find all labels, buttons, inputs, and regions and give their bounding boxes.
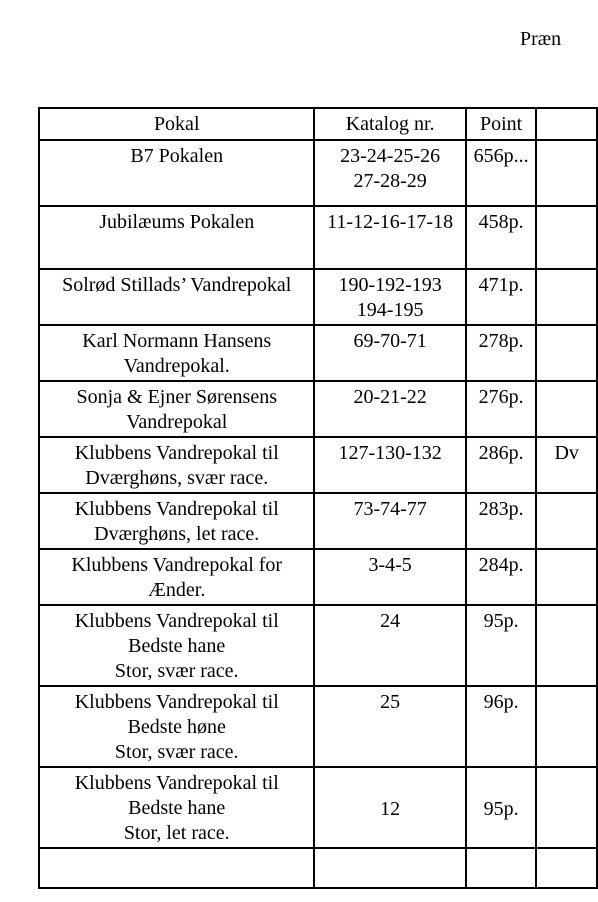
katalog-cell [314,686,465,767]
table-row [39,140,597,206]
table-header-row [39,108,597,140]
katalog-line: 3-4-5 [368,554,412,576]
pokal-line: Klubbens Vandrepokal til [74,498,279,520]
katalog-line: 127-130-132 [338,442,442,464]
pokal-line: Bedste hane [128,797,226,819]
katalog-line: 20-21-22 [353,386,427,408]
point-cell: 276p. [466,381,537,437]
pokal-cell [39,269,314,325]
pokal-line: Ænder. [148,579,206,601]
point-cell: 284p. [466,549,537,605]
table-row-partial [39,848,597,888]
pokal-line: Dværghøns, let race. [94,523,260,545]
column-header-pokal: Pokal [39,108,314,140]
katalog-line: 12 [380,797,401,820]
page-header-text: Præn [520,28,562,50]
pokal-cell [39,325,314,381]
extra-cell [536,381,597,437]
katalog-cell [314,767,465,848]
pokal-line: Stor, svær race. [114,741,239,763]
katalog-cell [314,549,465,605]
table-row [39,325,597,381]
pokal-cell [39,140,314,206]
pokal-line: Stor, let race. [123,822,230,844]
pokal-line: Jubilæums Pokalen [99,211,255,233]
awards-table [38,107,598,889]
pokal-line: Sonja & Ejner Sørensens [76,386,277,408]
table-row [39,549,597,605]
point-cell: 95p. [466,767,537,848]
pokal-cell [39,686,314,767]
pokal-line: Klubbens Vandrepokal til [74,691,279,713]
pokal-line: Karl Normann Hansens [82,330,272,352]
extra-cell [536,549,597,605]
pokal-cell [39,493,314,549]
pokal-line: Solrød Stillads’ Vandrepokal [62,274,292,296]
katalog-line: 190-192-193 [338,274,442,296]
pokal-cell [39,767,314,848]
extra-cell [536,848,597,888]
pokal-cell [39,206,314,269]
extra-cell [536,493,597,549]
pokal-line: Klubbens Vandrepokal for [71,554,283,576]
katalog-line: 194-195 [356,299,424,321]
pokal-line: Vandrepokal [126,411,228,433]
pokal-line: Stor, svær race. [114,660,239,682]
table-row [39,206,597,269]
column-header-katalog: Katalog nr. [314,108,465,140]
katalog-cell [314,206,465,269]
pokal-cell [39,605,314,686]
katalog-line: 25 [380,691,401,713]
katalog-cell [314,269,465,325]
point-cell [466,848,537,888]
pokal-line: Klubbens Vandrepokal til [74,610,279,632]
extra-cell [536,686,597,767]
table-row [39,493,597,549]
extra-cell: Dv [536,437,597,493]
table-row [39,686,597,767]
extra-cell [536,325,597,381]
extra-cell [536,269,597,325]
katalog-line: 27-28-29 [353,170,427,192]
pokal-line: Bedste hane [128,635,226,657]
pokal-cell [39,549,314,605]
table-row [39,605,597,686]
katalog-line: 24 [380,610,401,632]
table-row [39,381,597,437]
column-header-point: Point [466,108,537,140]
pokal-line: Bedste høne [127,716,226,738]
column-header-extra [536,108,597,140]
extra-cell [536,206,597,269]
katalog-cell [314,381,465,437]
pokal-line: Klubbens Vandrepokal til [74,442,279,464]
katalog-line: 69-70-71 [353,330,427,352]
pokal-line: Vandrepokal. [123,355,230,377]
point-cell: 286p. [466,437,537,493]
extra-cell [536,140,597,206]
point-cell: 471p. [466,269,537,325]
katalog-line: 73-74-77 [353,498,427,520]
point-cell: 278p. [466,325,537,381]
point-cell: 95p. [466,605,537,686]
katalog-cell [314,848,465,888]
pokal-cell [39,437,314,493]
pokal-cell [39,848,314,888]
table-row [39,269,597,325]
extra-cell [536,605,597,686]
pokal-line: Dværghøns, svær race. [85,467,269,489]
extra-cell [536,767,597,848]
pokal-line: B7 Pokalen [130,145,224,167]
katalog-line: 23-24-25-26 [340,145,441,167]
katalog-cell [314,493,465,549]
katalog-cell [314,437,465,493]
point-cell: 283p. [466,493,537,549]
pokal-cell [39,381,314,437]
table-row [39,437,597,493]
table-row [39,767,597,848]
katalog-line: 11-12-16-17-18 [327,211,454,233]
pokal-line: Klubbens Vandrepokal til [74,772,279,794]
katalog-cell [314,325,465,381]
katalog-cell [314,140,465,206]
point-cell: 96p. [466,686,537,767]
point-cell: 458p. [466,206,537,269]
point-cell: 656p... [466,140,537,206]
katalog-cell [314,605,465,686]
